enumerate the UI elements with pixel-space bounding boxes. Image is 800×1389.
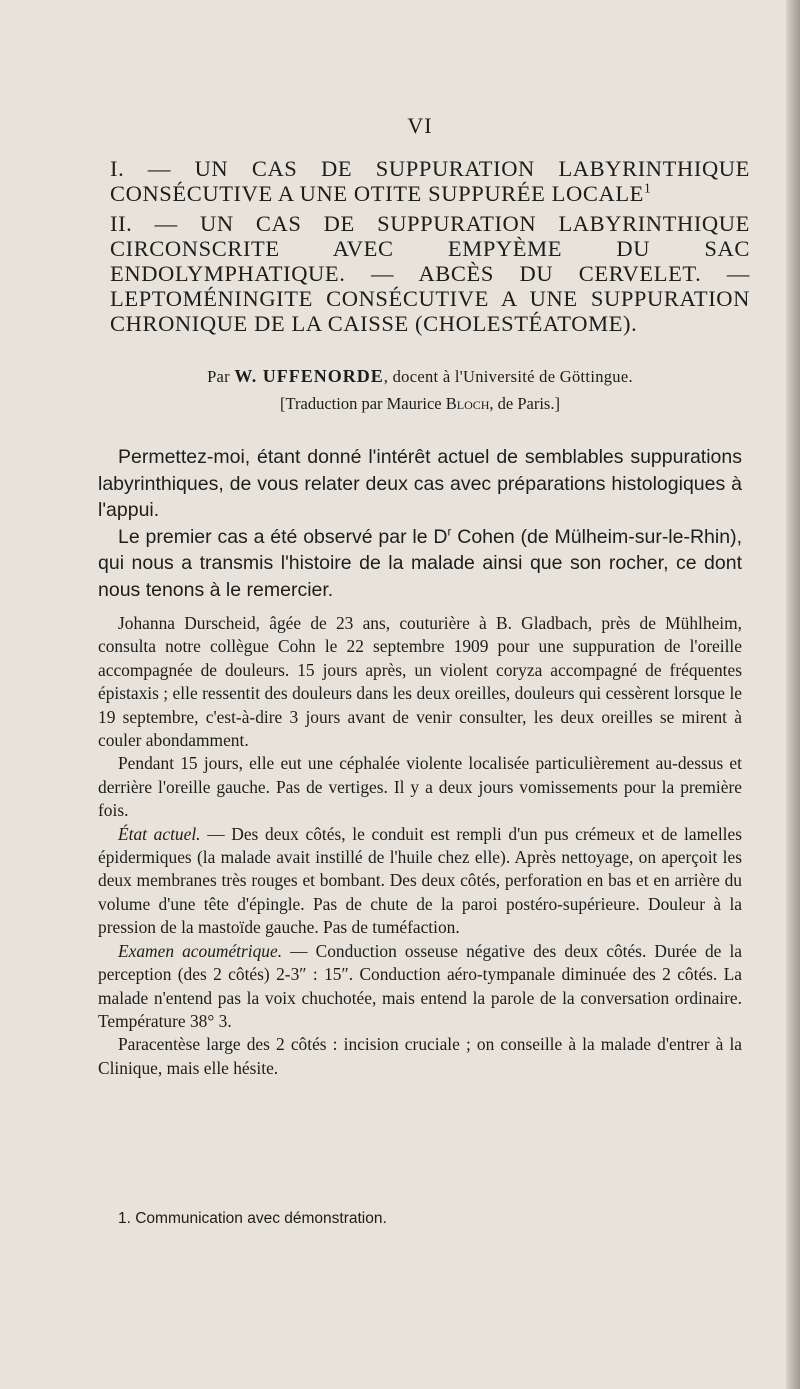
article-titles [110, 156, 750, 341]
section-lead: Examen acoumétrique. [118, 940, 283, 961]
title-item-2 [110, 211, 750, 336]
intro-paragraph [98, 524, 742, 604]
page-edge [786, 0, 800, 1389]
section-lead: État actuel. [118, 823, 201, 844]
chapter-number: VI [407, 113, 433, 138]
body-paragraph [98, 940, 742, 1034]
body-paragraph: Johanna Durscheid, âgée de 23 ans, couturière à B. Gladbach, près de Mühlheim, consulta notre collègue Cohn le 22 septembre 1909 pour une suppuration de l'oreille accompagnée de douleurs. 15 jours après, un violent coryza accompagné de fréquentes épistaxis ; elle ressentit des douleurs dans les deux oreilles, douleurs qui cessèrent lorsque le 19 septembre, c'est-à-dire 3 jours avant de venir consulter, les deux oreilles se mirent à couler abondamment. [98, 613, 742, 751]
superscript: r [447, 525, 452, 538]
body-paragraph [98, 823, 742, 940]
intro-paragraph: Permettez-moi, étant donné l'intérêt actuel de semblables suppurations labyrinthiques, de vous relater deux cas avec préparations histologiques à l'appui. [98, 446, 742, 521]
translation-credit [98, 394, 742, 414]
introduction [98, 444, 742, 603]
title-number: II. — [110, 211, 178, 236]
translation-prefix: [Traduction par Maurice [280, 394, 446, 413]
title-item-1 [110, 156, 750, 206]
title-text: UN CAS DE SUPPURATION LABYRINTHIQUE CIRCONSCRITE AVEC EMPYÈME DU SAC ENDOLYMPHATIQUE. — ABCÈS DU CERVELET. — LEPTOMÉNINGITE CONSÉCUTIVE A UNE SUPPURATION CHRONIQUE DE LA CAISSE (CHOLESTÉATOME). [110, 211, 750, 336]
footnote: 1. Communication avec démonstration. [118, 1210, 387, 1227]
translator-name: Bloch [445, 394, 490, 413]
paragraph-text: — Conduction osseuse négative des deux côtés. Durée de la perception (des 2 côtés) 2-3″ : 15″. Conduction aéro-tympanale diminuée des 2 côtés. La malade n'entend pas la voix chuchotée, mais entend la parole de la conversation ordinaire. Température 38° 3. [98, 940, 742, 1031]
translation-suffix: , de Paris.] [489, 394, 560, 413]
author-name: W. UFFENORDE [234, 366, 384, 386]
case-report [98, 612, 742, 1080]
byline-prefix: Par [207, 367, 235, 386]
intro-text: Le premier cas a été observé par le D [118, 525, 448, 548]
author-affiliation: , docent à l'Université de Göttingue. [383, 367, 633, 386]
intro-text: Cohen (de Mülheim-sur-le-Rhin), qui nous a transmis l'histoire de la malade ainsi que son rocher, ce dont nous tenons à le remercier. [98, 525, 742, 601]
title-text: UN CAS DE SUPPURATION LABYRINTHIQUE CONSÉCUTIVE A UNE OTITE SUPPURÉE LOCALE [110, 156, 750, 206]
paragraph-text: — Des deux côtés, le conduit est rempli d'un pus crémeux et de lamelles épidermiques (la malade avait instillé de l'huile chez elle). Après nettoyage, on aperçoit les deux membranes très rouges et bombant. Des deux côtés, perforation en bas et en arrière du volume d'une tête d'épingle. Pas de chute de la paroi postéro-supérieure. Douleur à la pression de la mastoïde gauche. Pas de tuméfaction. [98, 823, 742, 938]
body-paragraph: Pendant 15 jours, elle eut une céphalée violente localisée particulièrement au-dessus et derrière l'oreille gauche. Pas de vertiges. Il y a deux jours vomissements pour la première fois. [98, 753, 742, 821]
byline [98, 366, 742, 387]
footnote-marker: 1 [644, 180, 652, 196]
title-number: I. — [110, 156, 171, 181]
body-paragraph: Paracentèse large des 2 côtés : incision cruciale ; on conseille à la malade d'entrer à la Clinique, mais elle hésite. [98, 1034, 742, 1078]
